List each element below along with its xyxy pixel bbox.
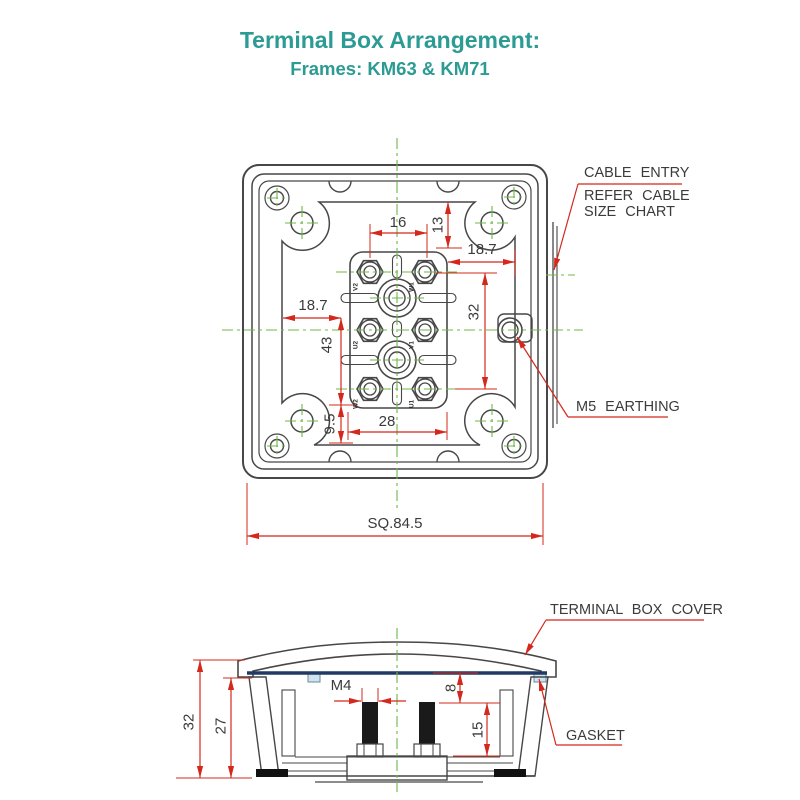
dim-16-text: 16: [389, 214, 407, 231]
corner-screw-bl: [265, 434, 289, 458]
mount-hole-bl: [285, 404, 319, 438]
terminal-label-u1: U1: [408, 399, 416, 409]
dim-9-5-text: 9.5: [321, 413, 339, 435]
mount-hole-br: [475, 404, 509, 438]
dim-15-section-text: 15: [469, 721, 487, 739]
terminal-label-w2: W2: [352, 399, 360, 409]
dim-13: [430, 202, 463, 248]
centerlines-top-view: [222, 138, 583, 510]
dim-18-7-left-text: 18.7: [298, 297, 328, 314]
page-title: Terminal Box Arrangement:: [239, 27, 541, 53]
dim-13-text: 13: [429, 216, 447, 234]
terminal-label-w1: W1: [408, 282, 416, 292]
cable-entry-label-1: CABLE ENTRY: [584, 165, 690, 181]
dim-8-section-text: 8: [442, 683, 460, 693]
gasket-annotation: [539, 679, 625, 745]
dim-32-top-view: [436, 273, 497, 389]
foot-right: [494, 769, 526, 777]
earthing-label: M5 EARTHING: [576, 399, 680, 415]
dim-27-section: [213, 678, 253, 778]
stud-left: [357, 702, 383, 757]
terminal-label-v2: V2: [352, 283, 360, 291]
corner-screw-tl: [265, 186, 289, 210]
box-wall-left: [249, 677, 279, 776]
dim-15-section: [453, 703, 500, 756]
dim-m4: [331, 677, 406, 702]
mount-hole-tr: [475, 206, 509, 240]
dim-43-text: 43: [318, 336, 336, 354]
foot-left: [256, 769, 288, 777]
section-view: [176, 602, 723, 792]
cover-annotation: [525, 602, 723, 655]
top-view: [222, 138, 690, 545]
terminal-label-u2: U2: [352, 340, 360, 350]
dim-32-top-view-text: 32: [465, 303, 483, 321]
cover-label: TERMINAL BOX COVER: [550, 602, 724, 618]
terminal-label-v1: V1: [408, 341, 416, 349]
corner-screw-br: [502, 434, 526, 458]
box-wall-right: [518, 677, 548, 776]
gasket-label: GASKET: [566, 728, 625, 744]
earthing-annotation: [517, 337, 680, 417]
dim-28-text: 28: [378, 413, 396, 430]
dim-m4-text: M4: [330, 677, 352, 694]
dim-sq-84-5: [247, 483, 543, 545]
cable-entry-label-2: REFER CABLE: [584, 188, 690, 204]
dim-27-section-text: 27: [212, 717, 230, 735]
cable-entry-annotation: [554, 165, 690, 270]
dim-sq-84-5-text: SQ.84.5: [367, 515, 423, 532]
corner-screw-tr: [502, 185, 526, 209]
dim-18-7-right-text: 18.7: [467, 241, 497, 258]
dim-18-7-left: [283, 297, 341, 318]
stud-right: [414, 702, 440, 757]
page-subtitle: Frames: KM63 & KM71: [290, 58, 490, 79]
header: [240, 27, 540, 79]
dim-32-section-text: 32: [180, 713, 198, 731]
cable-entry-label-3: SIZE CHART: [584, 204, 675, 220]
mount-hole-tl: [285, 206, 319, 240]
dim-8-section: [433, 673, 500, 703]
